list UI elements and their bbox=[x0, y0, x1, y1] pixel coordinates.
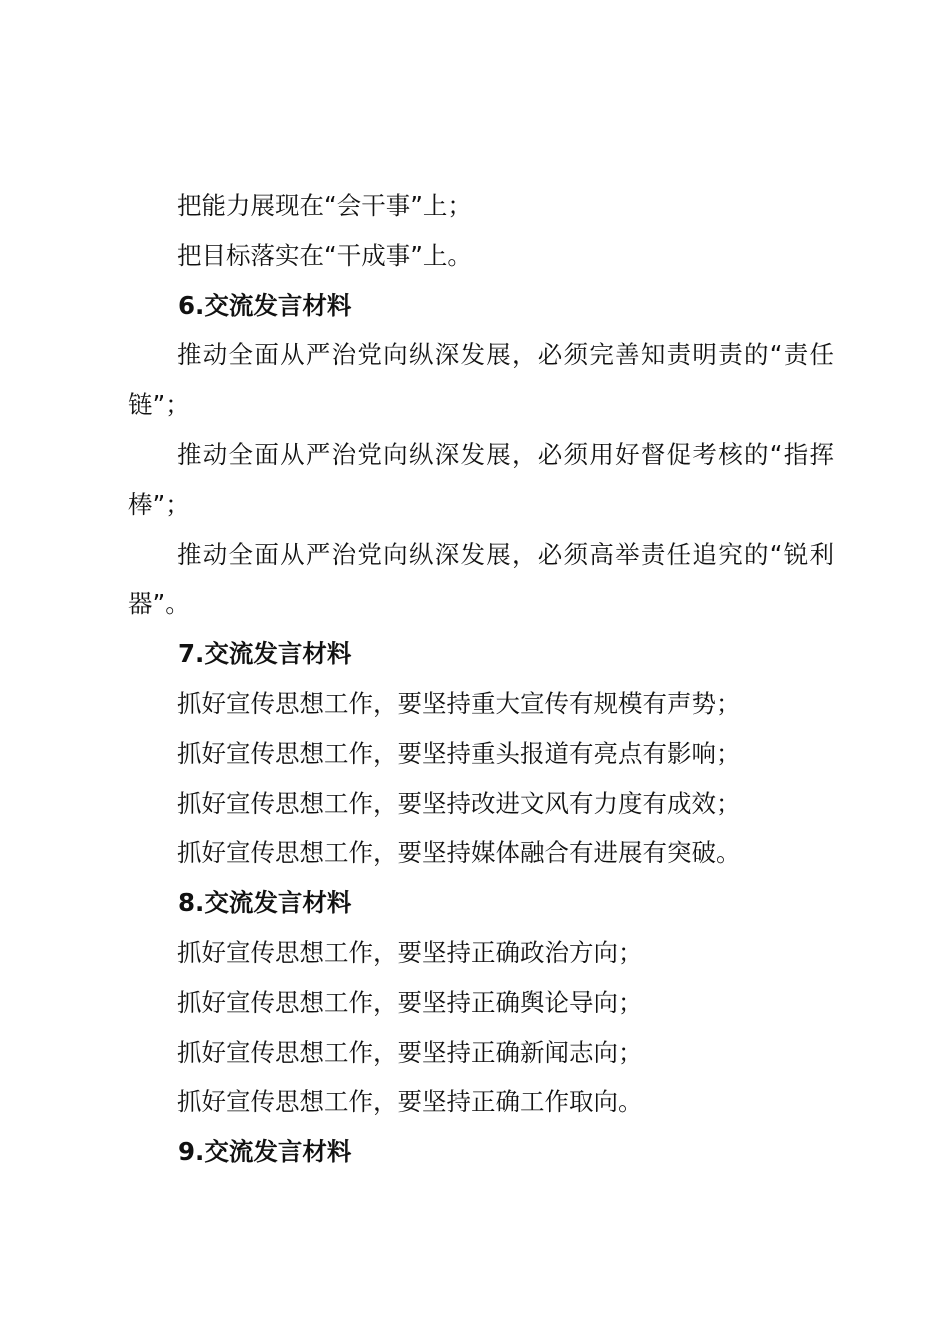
text-line: 抓好宣传思想工作，要坚持媒体融合有进展有突破。 bbox=[177, 838, 741, 868]
text-line: 把能力展现在“会干事”上； bbox=[177, 191, 472, 220]
document-body bbox=[128, 181, 834, 1177]
paragraph: 推动全面从严治党向纵深发展，必须高举责任追究的“锐利器”。 bbox=[128, 539, 834, 619]
text-line: 抓好宣传思想工作，要坚持正确工作取向。 bbox=[177, 1087, 643, 1117]
section-heading: 8.交流发言材料 bbox=[178, 888, 352, 918]
text-line: 抓好宣传思想工作，要坚持正确政治方向； bbox=[177, 937, 643, 967]
section-heading: 9.交流发言材料 bbox=[178, 1137, 352, 1167]
text-line: 抓好宣传思想工作，要坚持重大宣传有规模有声势； bbox=[177, 688, 741, 718]
section-heading: 6.交流发言材料 bbox=[178, 290, 352, 320]
paragraph: 推动全面从严治党向纵深发展，必须用好督促考核的“指挥棒”； bbox=[128, 439, 834, 519]
text-line: 抓好宣传思想工作，要坚持正确舆论导向； bbox=[177, 987, 643, 1017]
section-heading: 7.交流发言材料 bbox=[178, 639, 352, 669]
text-line: 抓好宣传思想工作，要坚持正确新闻志向； bbox=[177, 1037, 643, 1067]
text-line: 抓好宣传思想工作，要坚持改进文风有力度有成效； bbox=[177, 788, 741, 818]
text-line: 抓好宣传思想工作，要坚持重头报道有亮点有影响； bbox=[177, 738, 741, 768]
paragraph: 推动全面从严治党向纵深发展，必须完善知责明责的“责任链”； bbox=[128, 340, 834, 420]
text-line: 把目标落实在“干成事”上。 bbox=[177, 240, 472, 270]
